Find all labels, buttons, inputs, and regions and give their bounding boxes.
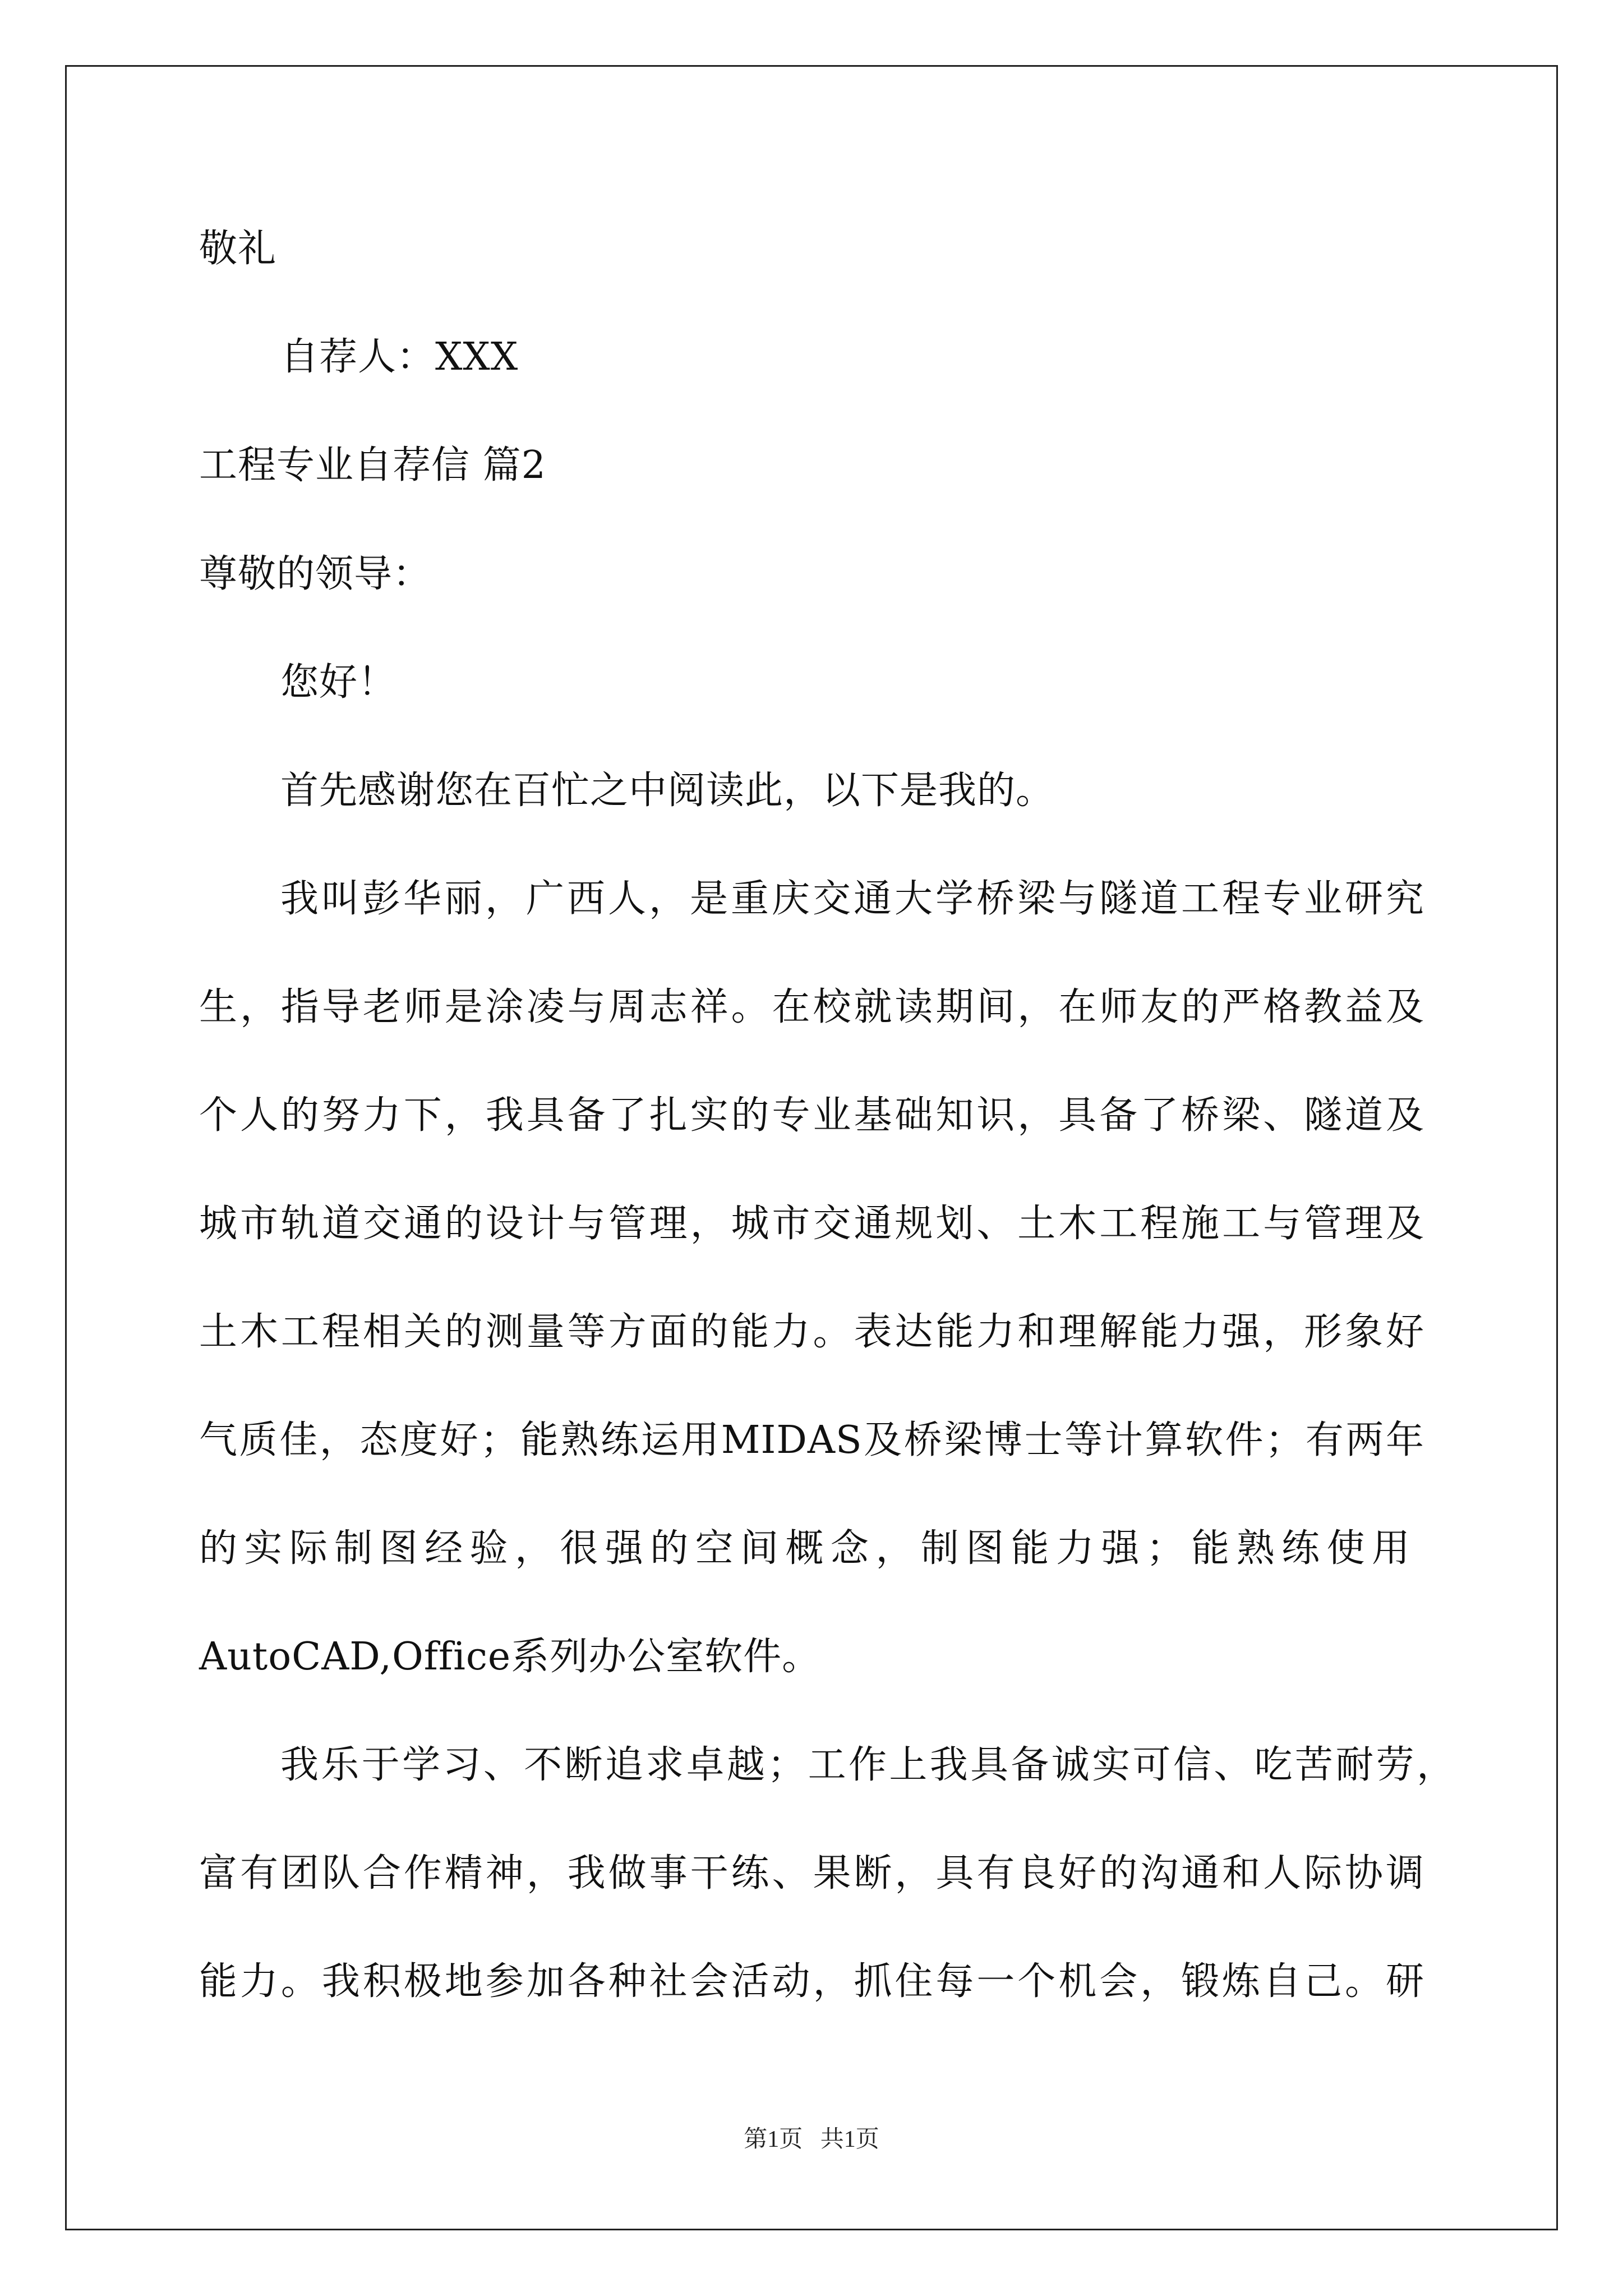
opening-line: 您好！ xyxy=(280,660,397,705)
page-border xyxy=(65,65,1558,2230)
paragraph-line: 富有团队合作精神，我做事干练、果断，具有良好的沟通和人际协调 xyxy=(199,1851,1424,1895)
page-number-footer: 第1页 共1页 xyxy=(744,2127,879,2152)
closing-salutation: 敬礼 xyxy=(199,227,277,271)
paragraph-line: 首先感谢您在百忙之中阅读此，以下是我的。 xyxy=(280,769,1055,813)
paragraph-line: 的实际制图经验，很强的空间概念，制图能力强；能熟练使用 xyxy=(199,1526,1410,1571)
greeting-line: 尊敬的领导： xyxy=(199,552,432,596)
section-heading: 工程专业自荐信 篇2 xyxy=(199,443,546,487)
paragraph-line: 土木工程相关的测量等方面的能力。表达能力和理解能力强，形象好 xyxy=(199,1310,1424,1354)
paragraph-line: 气质佳，态度好；能熟练运用MIDAS及桥梁博士等计算软件；有两年 xyxy=(199,1418,1424,1462)
signature-line: 自荐人：XXX xyxy=(280,335,519,379)
paragraph-line: AutoCAD,Office系列办公室软件。 xyxy=(199,1635,821,1679)
paragraph-line: 城市轨道交通的设计与管理，城市交通规划、土木工程施工与管理及 xyxy=(199,1202,1424,1246)
paragraph-line: 我乐于学习、不断追求卓越；工作上我具备诚实可信、吃苦耐劳， xyxy=(280,1743,1455,1787)
paragraph-line: 我叫彭华丽，广西人，是重庆交通大学桥梁与隧道工程专业研究 xyxy=(280,877,1424,921)
paragraph-line: 个人的努力下，我具备了扎实的专业基础知识，具备了桥梁、隧道及 xyxy=(199,1093,1424,1138)
paragraph-line: 能力。我积极地参加各种社会活动，抓住每一个机会，锻炼自己。研 xyxy=(199,1959,1424,2004)
paragraph-line: 生，指导老师是涂凌与周志祥。在校就读期间，在师友的严格教益及 xyxy=(199,985,1424,1029)
